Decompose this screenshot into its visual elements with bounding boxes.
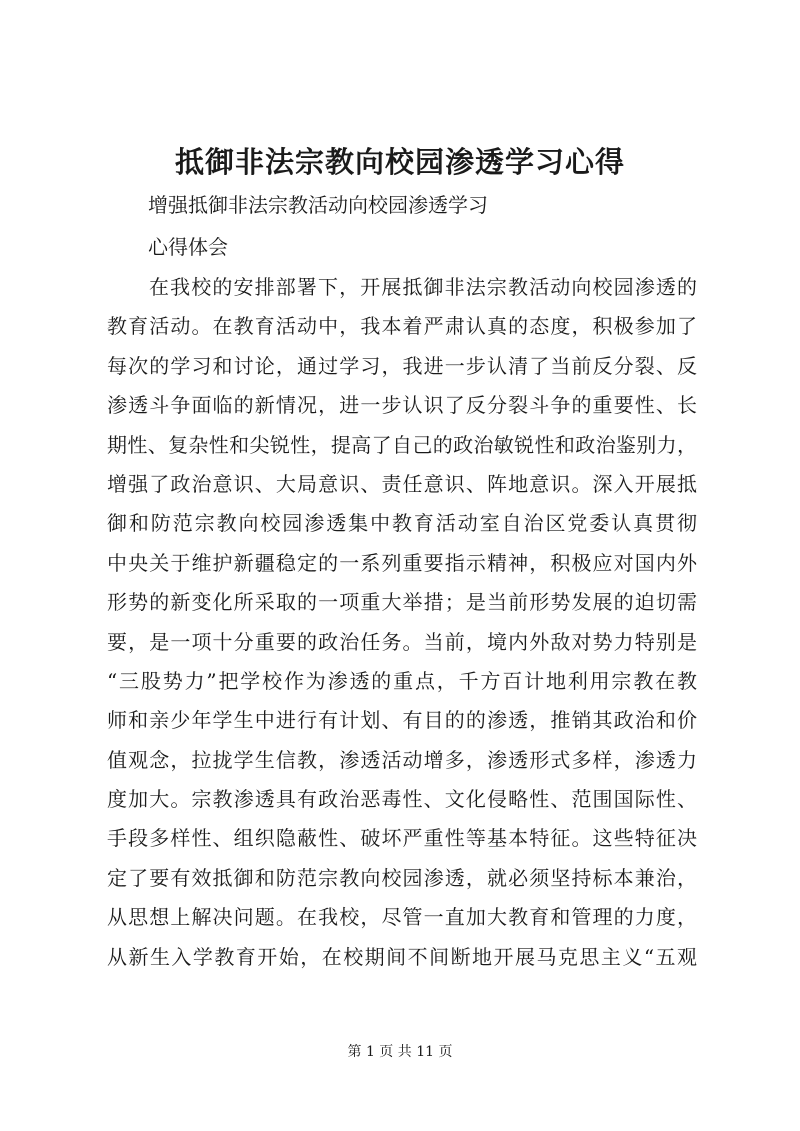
body-line: 度加大。宗教渗透具有政治恶毒性、文化侵略性、范围国际性、	[107, 787, 697, 812]
body-line: 在我校的安排部署下，开展抵御非法宗教活动向校园渗透的	[149, 275, 697, 299]
body-line: 形势的新变化所采取的一项重大举措；是当前形势发展的迫切需	[107, 590, 697, 615]
body-line: 从思想上解决问题。在我校，尽管一直加大教育和管理的力度，	[107, 905, 697, 930]
body-line: 每次的学习和讨论，通过学习，我进一步认清了当前反分裂、反	[107, 353, 697, 378]
body-line: “三股势力”把学校作为渗透的重点，千方百计地利用宗教在教	[107, 668, 697, 693]
subtitle-line-1: 增强抵御非法宗教活动向校园渗透学习	[148, 193, 488, 217]
document-title: 抵御非法宗教向校园渗透学习心得	[174, 145, 625, 179]
body-line: 渗透斗争面临的新情况，进一步认识了反分裂斗争的重要性、长	[107, 393, 697, 418]
body-line: 期性、复杂性和尖锐性，提高了自己的政治敏锐性和政治鉴别力，	[107, 432, 697, 457]
body-line: 手段多样性、组织隐蔽性、破坏严重性等基本特征。这些特征决	[107, 826, 697, 851]
body-line: 增强了政治意识、大局意识、责任意识、阵地意识。深入开展抵	[107, 471, 697, 496]
body-line: 中央关于维护新疆稳定的一系列重要指示精神，积极应对国内外	[107, 550, 697, 575]
body-paragraph	[107, 268, 697, 977]
body-line: 值观念，拉拢学生信教，渗透活动增多，渗透形式多样，渗透力	[107, 747, 697, 772]
body-line: 教育活动。在教育活动中，我本着严肃认真的态度，积极参加了	[107, 314, 697, 339]
body-line: 定了要有效抵御和防范宗教向校园渗透，就必须坚持标本兼治，	[107, 865, 697, 890]
body-line: 师和亲少年学生中进行有计划、有目的的渗透，推销其政治和价	[107, 708, 697, 733]
page-number-footer: 第 1 页 共 11 页	[347, 1044, 453, 1060]
body-line: 要，是一项十分重要的政治任务。当前，境内外敌对势力特别是	[107, 629, 697, 654]
body-line: 御和防范宗教向校园渗透集中教育活动室自治区党委认真贯彻	[107, 511, 697, 536]
subtitle-line-2: 心得体会	[148, 235, 228, 259]
body-line: 从新生入学教育开始，在校期间不间断地开展马克思主义“五观	[107, 944, 697, 969]
